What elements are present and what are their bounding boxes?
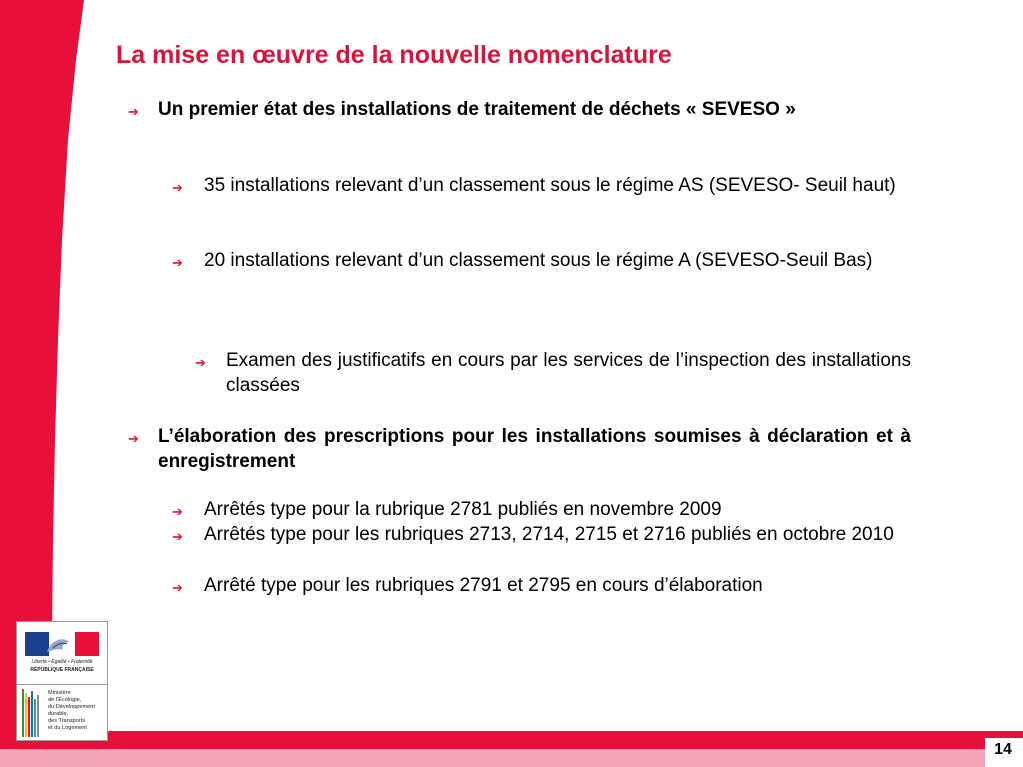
republic-label: RÉPUBLIQUE FRANÇAISE [30,667,94,673]
bullet-level2: Arrêtés type pour les rubriques 2713, 2714, 2715 et 2716 publiés en octobre 2010 [204,524,894,545]
ministry-logo [17,685,107,740]
slide-title: La mise en œuvre de la nouvelle nomenclature [116,41,672,69]
red-arrow-icon: ➔ [195,355,206,370]
page-number: 14 [994,741,1012,758]
bullet-level1: Un premier état des installations de traitement de déchets « SEVESO » [158,99,796,120]
red-arrow-icon: ➔ [172,255,183,270]
red-arrow-icon: ➔ [172,504,183,519]
bullet-level1: L’élaboration des prescriptions pour les installations soumises à déclaration et à enregistrement [158,426,911,472]
bottom-red-bar [0,731,1023,749]
bullet-level3: Examen des justificatifs en cours par les services de l’inspection des installations classées [226,350,911,396]
red-arrow-icon: ➔ [172,180,183,195]
red-arrow-icon: ➔ [128,431,139,446]
ministry-stripes-icon [20,689,42,737]
red-arrow-icon: ➔ [172,580,183,595]
red-arrow-icon: ➔ [172,529,183,544]
government-logo [16,621,108,741]
bottom-pink-strip [0,749,1023,767]
red-arrow-icon: ➔ [128,104,139,119]
bullet-level2: Arrêté type pour les rubriques 2791 et 2795 en cours d’élaboration [204,575,763,596]
bullet-level2: 35 installations relevant d’un classement sous le régime AS (SEVESO- Seuil haut) [204,175,896,196]
bullet-level2: Arrêtés type pour la rubrique 2781 publiés en novembre 2009 [204,499,722,520]
motto: Liberté • Égalité • Fraternité [31,659,93,665]
ministry-name: Ministère de l’Écologie, du Développement durable, des Transports et du Logement [48,690,95,731]
marianne-logo [17,622,107,685]
bullet-level2: 20 installations relevant d’un classement sous le régime A (SEVESO-Seuil Bas) [204,250,873,271]
